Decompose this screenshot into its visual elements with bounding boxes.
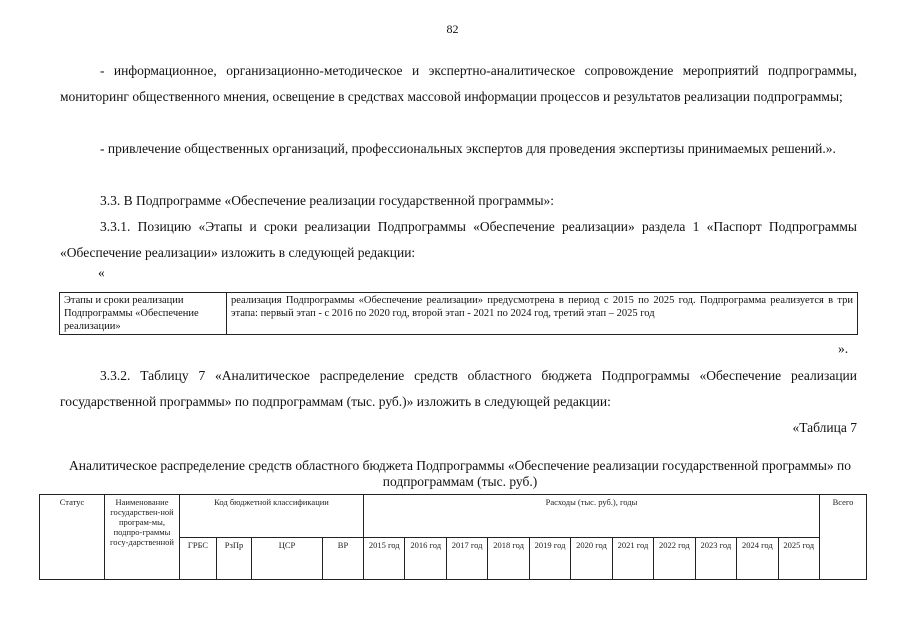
table-reference: «Таблица 7	[792, 420, 857, 435]
header-expenses: Расходы (тыс. руб.), годы	[364, 495, 820, 538]
paragraph-3-3-2: 3.3.2. Таблицу 7 «Аналитическое распределение средств областного бюджета Подпрограммы «Обеспечение реализации государственной программы» по подпрограммам (тыс. руб.)» изложить в следующей редакции:	[60, 368, 857, 409]
header-year: 2022 год	[654, 537, 695, 580]
header-year: 2019 год	[529, 537, 570, 580]
page-number: 82	[446, 22, 459, 36]
header-name: Наименование государствен-ной програм-мы, подпро-граммы госу-дарственной	[105, 495, 180, 580]
header-year: 2024 год	[737, 537, 778, 580]
budget-table	[39, 494, 867, 580]
header-grbs: ГРБС	[180, 537, 217, 580]
header-year: 2018 год	[488, 537, 529, 580]
header-year: 2020 год	[571, 537, 612, 580]
budget-header-row-1	[40, 495, 867, 538]
header-year: 2023 год	[695, 537, 736, 580]
header-status: Статус	[40, 495, 105, 580]
header-year: 2015 год	[364, 537, 405, 580]
header-year: 2016 год	[405, 537, 446, 580]
header-year: 2025 год	[778, 537, 819, 580]
passport-label-cell: Этапы и сроки реализации Подпрограммы «Обеспечение реализации»	[60, 293, 227, 335]
paragraph-3-3: 3.3. В Подпрограмме «Обеспечение реализации государственной программы»:	[100, 193, 555, 208]
header-vr: ВР	[323, 537, 364, 580]
header-rzpr: РзПр	[217, 537, 252, 580]
header-code: Код бюджетной классификации	[180, 495, 364, 538]
header-total: Всего	[820, 495, 867, 580]
header-year: 2021 год	[612, 537, 653, 580]
quote-close: ».	[838, 341, 849, 356]
table-title: Аналитическое распределение средств областного бюджета Подпрограммы «Обеспечение реализации государственной программы» по подпрограммам (тыс. руб.)	[68, 458, 852, 489]
paragraph-public-experts: - привлечение общественных организаций, профессиональных экспертов для проведения экспертизы принимаемых решений.».	[100, 141, 836, 156]
passport-content-cell: реализация Подпрограммы «Обеспечение реализации» предусмотрена в период с 2015 по 2025 год. Подпрограмма реализуется в три этапа: первый этап - с 2016 по 2020 год, второй этап - 2021 по 2024 год, третий этап – 2025 год	[227, 293, 858, 335]
passport-row	[60, 293, 858, 335]
paragraph-info-support: - информационное, организационно-методическое и экспертно-аналитическое сопровождение мероприятий подпрограммы, мониторинг общественного мнения, освещение в средствах массовой информации процессов и результатов реализации подпрограммы;	[60, 63, 857, 104]
header-year: 2017 год	[446, 537, 487, 580]
paragraph-3-3-1: 3.3.1. Позицию «Этапы и сроки реализации Подпрограммы «Обеспечение реализации» раздела 1 «Паспорт Подпрограммы «Обеспечение реализации» изложить в следующей редакции:	[60, 219, 857, 260]
quote-open: «	[98, 265, 105, 280]
header-csr: ЦСР	[252, 537, 323, 580]
passport-table	[59, 292, 858, 335]
